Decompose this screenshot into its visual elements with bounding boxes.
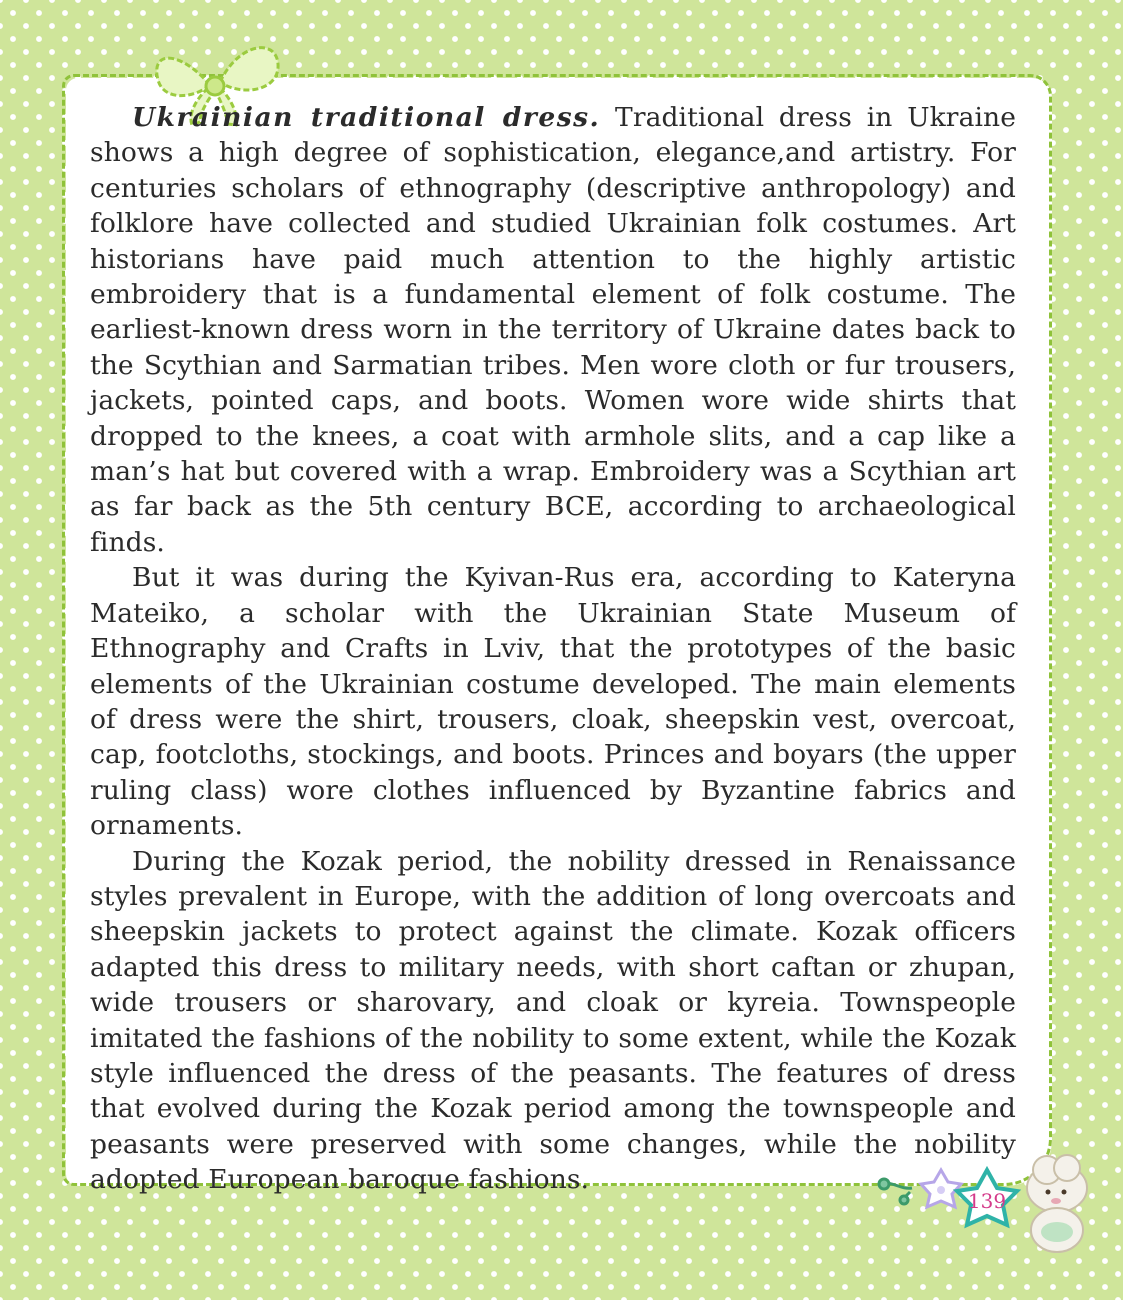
paragraph-1-text: Traditional dress in Ukraine shows a high degree of sophistication, elegance,and artistry. For centuries scholars of ethnography (descriptive anthropology) and folklore have collected and studied Ukrainian folk costumes. Art historians have paid much attention to the highly artistic embroidery that is a fundamental element of folk costume. The earliest-known dress worn in the territory of Ukraine dates back to the Scythian and Sarmatian tribes. Men wore cloth or fur trousers, jackets, pointed caps, and boots. Women wore wide shirts that dropped to the knees, a coat with armhole slits, and a cap like a man’s hat but covered with a wrap. Embroidery was a Scythian art as far back as the 5th century BCE, according to archaeological finds. bbox=[90, 102, 1016, 558]
flower-and-lamb-icon bbox=[872, 1140, 1092, 1290]
page-number: 139 bbox=[967, 1189, 1007, 1213]
paragraph-1 bbox=[90, 100, 1016, 560]
paragraph-3: During the Kozak period, the nobility dressed in Renaissance styles prevalent in Europe, with the addition of long overcoats and sheepskin jackets to protect against the climate. Kozak officers adapted this dress to military needs, with short caftan or zhupan, wide trousers or sharovary, and cloak or kyreia. Townspeople imitated the fashions of the nobility to some extent, while the Kozak style influenced the dress of the peasants. The features of dress that evolved during the Kozak period among the townspeople and peasants were preserved with some changes, while the nobility adopted European baroque fashions. bbox=[90, 845, 1016, 1196]
article-body bbox=[90, 100, 1016, 1198]
paragraph-2: But it was during the Kyivan-Rus era, according to Kateryna Mateiko, a scholar with the Ukrainian State Museum of Ethnography and Crafts in Lviv, that the prototypes of the basic elements of the Ukrainian costume developed. The main elements of dress were the shirt, trousers, cloak, sheepskin vest, overcoat, cap, footcloths, stockings, and boots. Princes and boyars (the upper ruling class) wore clothes influenced by Byzantine fabrics and ornaments. bbox=[90, 562, 1016, 842]
article-heading: Ukrainian traditional dress. bbox=[132, 102, 601, 133]
